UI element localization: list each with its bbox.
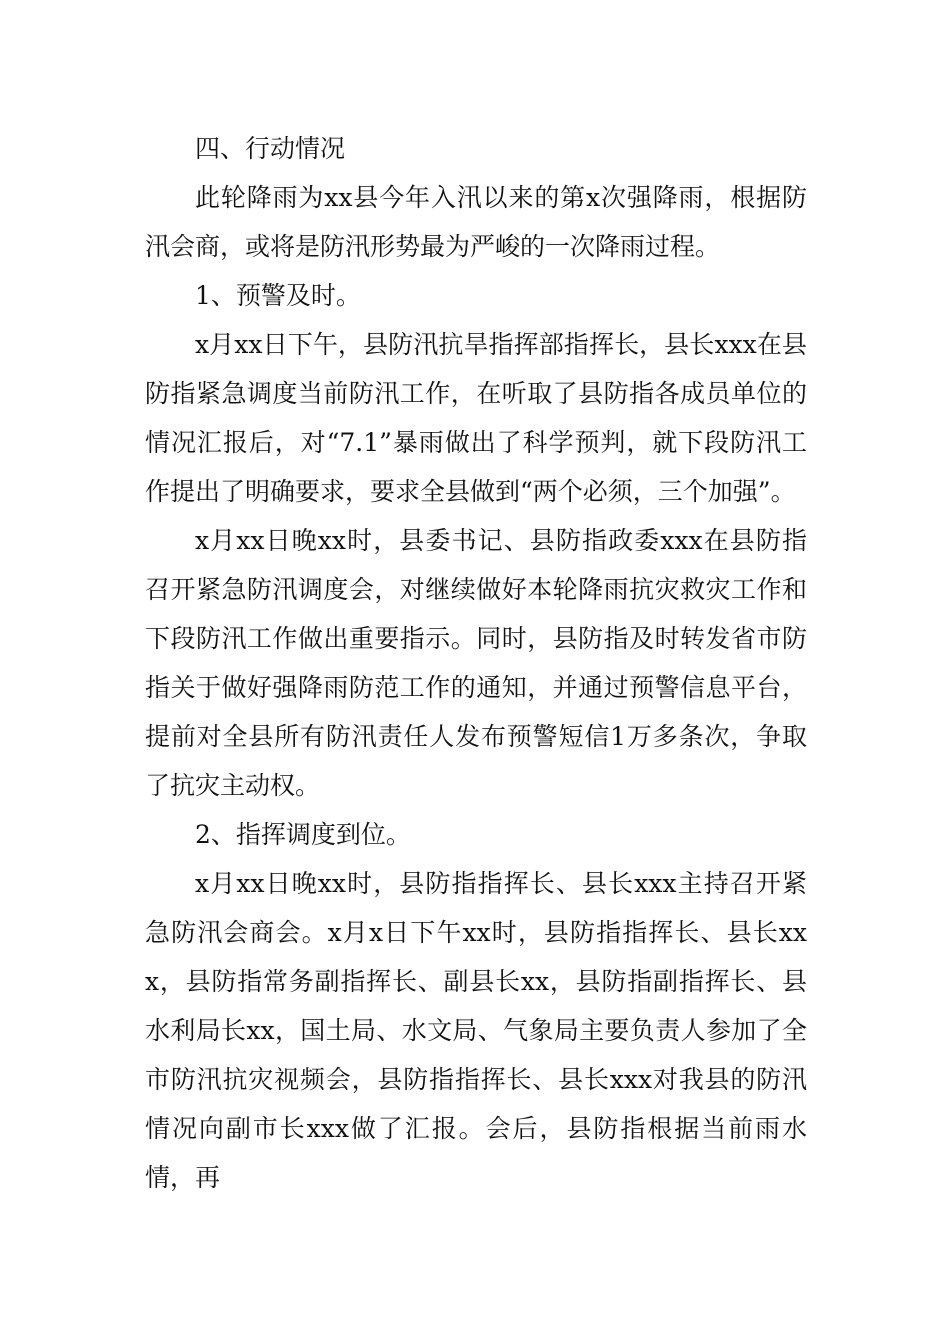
paragraph-rainfall-overview: 此轮降雨为xx县今年入汛以来的第x次强降雨，根据防汛会商，或将是防汛形势最为严峻的一次降雨过程。	[145, 183, 807, 261]
subheading-early-warning: 1、预警及时。	[195, 281, 361, 310]
document-body	[145, 124, 807, 1202]
paragraph-emergency-meeting: x月xx日晚xx时，县委书记、县防指政委xxx在县防指召开紧急防汛调度会，对继续做好本轮降雨抗灾救灾工作和下段防汛工作做出重要指示。同时，县防指及时转发省市防指关于做好强降雨防范工作的通知，并通过预警信息平台，提前对全县所有防汛责任人发布预警短信1万多条次，争取了抗灾主动权。	[145, 526, 807, 800]
subheading-command-dispatch: 2、指挥调度到位。	[195, 820, 411, 849]
paragraph-command-details: x月xx日晚xx时，县防指指挥长、县长xxx主持召开紧急防汛会商会。x月x日下午xx时，县防指指挥长、县长xxx，县防指常务副指挥长、副县长xx，县防指副指挥长、县水利局长xx，国土局、水文局、气象局主要负责人参加了全市防汛抗灾视频会，县防指指挥长、县长xxx对我县的防汛情况向副市长xxx做了汇报。会后，县防指根据当前雨水情，再	[145, 869, 807, 1192]
paragraph-warning-details: x月xx日下午，县防汛抗旱指挥部指挥长，县长xxx在县防指紧急调度当前防汛工作，在听取了县防指各成员单位的情况汇报后，对“7.1”暴雨做出了科学预判，就下段防汛工作提出了明确要求，要求全县做到“两个必须，三个加强”。	[145, 330, 807, 506]
section-heading-actions: 四、行动情况	[195, 134, 346, 163]
